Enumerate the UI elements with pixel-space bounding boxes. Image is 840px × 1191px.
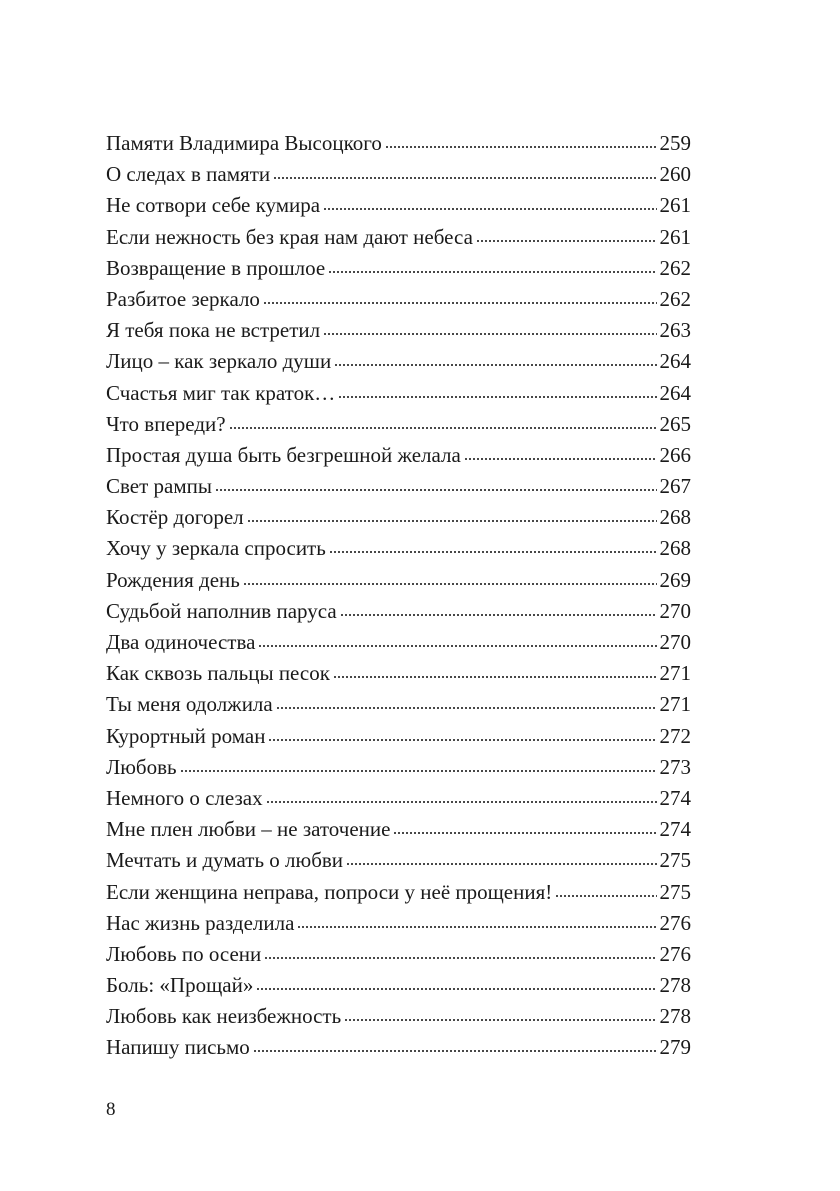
toc-entry-title: Как сквозь пальцы песок — [106, 661, 330, 686]
toc-entry-page: 268 — [659, 505, 691, 530]
toc-entry[interactable] — [106, 128, 691, 159]
toc-entry-page: 268 — [659, 536, 691, 561]
toc-entry-page: 278 — [659, 973, 691, 998]
toc-entry-title: Два одиночества — [106, 630, 256, 654]
toc-entry[interactable] — [106, 877, 691, 908]
toc-entry-page: 273 — [659, 754, 691, 779]
toc-entry-page: 272 — [659, 723, 691, 748]
toc-entry-page: 270 — [659, 630, 691, 654]
toc-entry[interactable] — [106, 596, 691, 627]
toc-entry-title: Немного о слезах — [106, 785, 263, 810]
toc-entry[interactable] — [106, 284, 691, 315]
toc-entry-page: 264 — [659, 349, 691, 374]
dot-leader — [334, 363, 656, 367]
dot-leader — [247, 519, 657, 523]
dot-leader — [323, 207, 656, 211]
toc-entry-page: 271 — [659, 692, 691, 717]
toc-entry[interactable] — [106, 721, 691, 752]
dot-leader — [340, 613, 657, 617]
toc-entry-title: Разбитое зеркало — [106, 286, 260, 311]
dot-leader — [329, 550, 657, 554]
dot-leader — [229, 426, 657, 430]
dot-leader — [464, 457, 657, 461]
toc-entry-page: 278 — [659, 1004, 691, 1029]
toc-entry-page: 265 — [659, 411, 691, 436]
dot-leader — [338, 395, 656, 399]
toc-entry-page: 259 — [659, 131, 691, 155]
toc-entry[interactable] — [106, 627, 691, 658]
toc-entry-page: 274 — [659, 817, 691, 842]
toc-entry[interactable] — [106, 315, 691, 346]
toc-entry-page: 267 — [659, 474, 691, 499]
toc-entry-title: Если нежность без края нам дают небеса — [106, 224, 473, 249]
toc-entry[interactable] — [106, 346, 691, 377]
toc-entry-page: 261 — [659, 193, 691, 218]
toc-entry[interactable] — [106, 253, 691, 284]
toc-entry[interactable] — [106, 939, 691, 970]
dot-leader — [243, 582, 657, 586]
toc-entry[interactable] — [106, 1032, 691, 1063]
toc-entry[interactable] — [106, 222, 691, 253]
dot-leader — [555, 894, 656, 898]
page-number: 8 — [106, 1099, 116, 1120]
toc-entry-page: 276 — [659, 941, 691, 966]
dot-leader — [346, 862, 656, 866]
toc-entry-title: Костёр догорел — [106, 505, 244, 530]
dot-leader — [344, 1018, 656, 1022]
toc-entry-title: Хочу у зеркала спросить — [106, 536, 326, 561]
toc-entry-page: 266 — [659, 442, 691, 467]
dot-leader — [266, 800, 657, 804]
dot-leader — [323, 332, 656, 336]
toc-entry-title: О следах в памяти — [106, 162, 271, 187]
dot-leader — [253, 1049, 657, 1053]
toc-entry[interactable] — [106, 159, 691, 190]
toc-entry-page: 260 — [659, 162, 691, 187]
toc-entry-title: Нас жизнь разделила — [106, 910, 295, 935]
toc-entry-title: Рождения день — [106, 567, 240, 592]
toc-entry-page: 275 — [659, 879, 691, 904]
dot-leader — [273, 176, 656, 180]
toc-entry[interactable] — [106, 908, 691, 939]
toc-entry[interactable] — [106, 502, 691, 533]
toc-entry-title: Памяти Владимира Высоцкого — [106, 131, 382, 155]
dot-leader — [215, 488, 656, 492]
toc-entry[interactable] — [106, 658, 691, 689]
toc-entry-page: 275 — [659, 848, 691, 873]
toc-entry-title: Свет рампы — [106, 474, 213, 499]
dot-leader — [258, 644, 656, 648]
toc-entry[interactable] — [106, 752, 691, 783]
dot-leader — [328, 270, 656, 274]
toc-entry-title: Судьбой наполнив паруса — [106, 598, 337, 623]
toc-entry[interactable] — [106, 471, 691, 502]
dot-leader — [263, 301, 657, 305]
toc-entry[interactable] — [106, 440, 691, 471]
toc-entry[interactable] — [106, 689, 691, 720]
dot-leader — [393, 831, 656, 835]
dot-leader — [268, 738, 656, 742]
toc-entry-title: Напишу письмо — [106, 1035, 250, 1060]
toc-entry-page: 270 — [659, 598, 691, 623]
toc-entry-page: 279 — [659, 1035, 691, 1060]
toc-entry[interactable] — [106, 845, 691, 876]
toc-entry-title: Лицо – как зеркало души — [106, 349, 332, 374]
toc-entry-page: 264 — [659, 380, 691, 405]
toc-entry-title: Мне плен любви – не заточение — [106, 817, 391, 842]
toc-entry[interactable] — [106, 190, 691, 221]
toc-entry-title: Возвращение в прошлое — [106, 255, 326, 280]
dot-leader — [276, 706, 657, 710]
toc-entry-page: 262 — [659, 286, 691, 311]
toc-entry-page: 276 — [659, 910, 691, 935]
toc-entry-title: Боль: «Прощай» — [106, 973, 254, 998]
dot-leader — [297, 925, 656, 929]
toc-entry[interactable] — [106, 409, 691, 440]
table-of-contents — [106, 128, 691, 1064]
dot-leader — [476, 239, 657, 243]
toc-entry[interactable] — [106, 970, 691, 1001]
toc-entry-title: Курортный роман — [106, 723, 266, 748]
toc-entry-title: Я тебя пока не встретил — [106, 318, 321, 343]
toc-entry[interactable] — [106, 783, 691, 814]
toc-entry-page: 261 — [659, 224, 691, 249]
toc-entry[interactable] — [106, 814, 691, 845]
toc-entry-title: Любовь — [106, 754, 177, 779]
dot-leader — [180, 769, 657, 773]
toc-entry-page: 262 — [659, 255, 691, 280]
toc-entry-title: Мечтать и думать о любви — [106, 848, 344, 873]
toc-entry-page: 274 — [659, 785, 691, 810]
toc-entry-title: Ты меня одолжила — [106, 692, 273, 717]
toc-entry-page: 263 — [659, 318, 691, 343]
toc-entry-page: 269 — [659, 567, 691, 592]
toc-entry[interactable] — [106, 1001, 691, 1032]
dot-leader — [333, 675, 657, 679]
toc-entry-page: 271 — [659, 661, 691, 686]
toc-entry-title: Счастья миг так краток… — [106, 380, 336, 405]
dot-leader — [264, 956, 656, 960]
toc-entry-title: Любовь как неизбежность — [106, 1004, 342, 1029]
toc-entry[interactable] — [106, 565, 691, 596]
toc-entry-title: Не сотвори себе кумира — [106, 193, 321, 218]
dot-leader — [385, 145, 657, 149]
toc-entry[interactable] — [106, 533, 691, 564]
toc-entry-title: Простая душа быть безгрешной желала — [106, 442, 461, 467]
dot-leader — [256, 987, 656, 991]
toc-entry-title: Любовь по осени — [106, 941, 262, 966]
toc-entry[interactable] — [106, 378, 691, 409]
toc-entry-title: Что впереди? — [106, 411, 226, 436]
toc-entry-title: Если женщина неправа, попроси у неё прощения! — [106, 879, 553, 904]
